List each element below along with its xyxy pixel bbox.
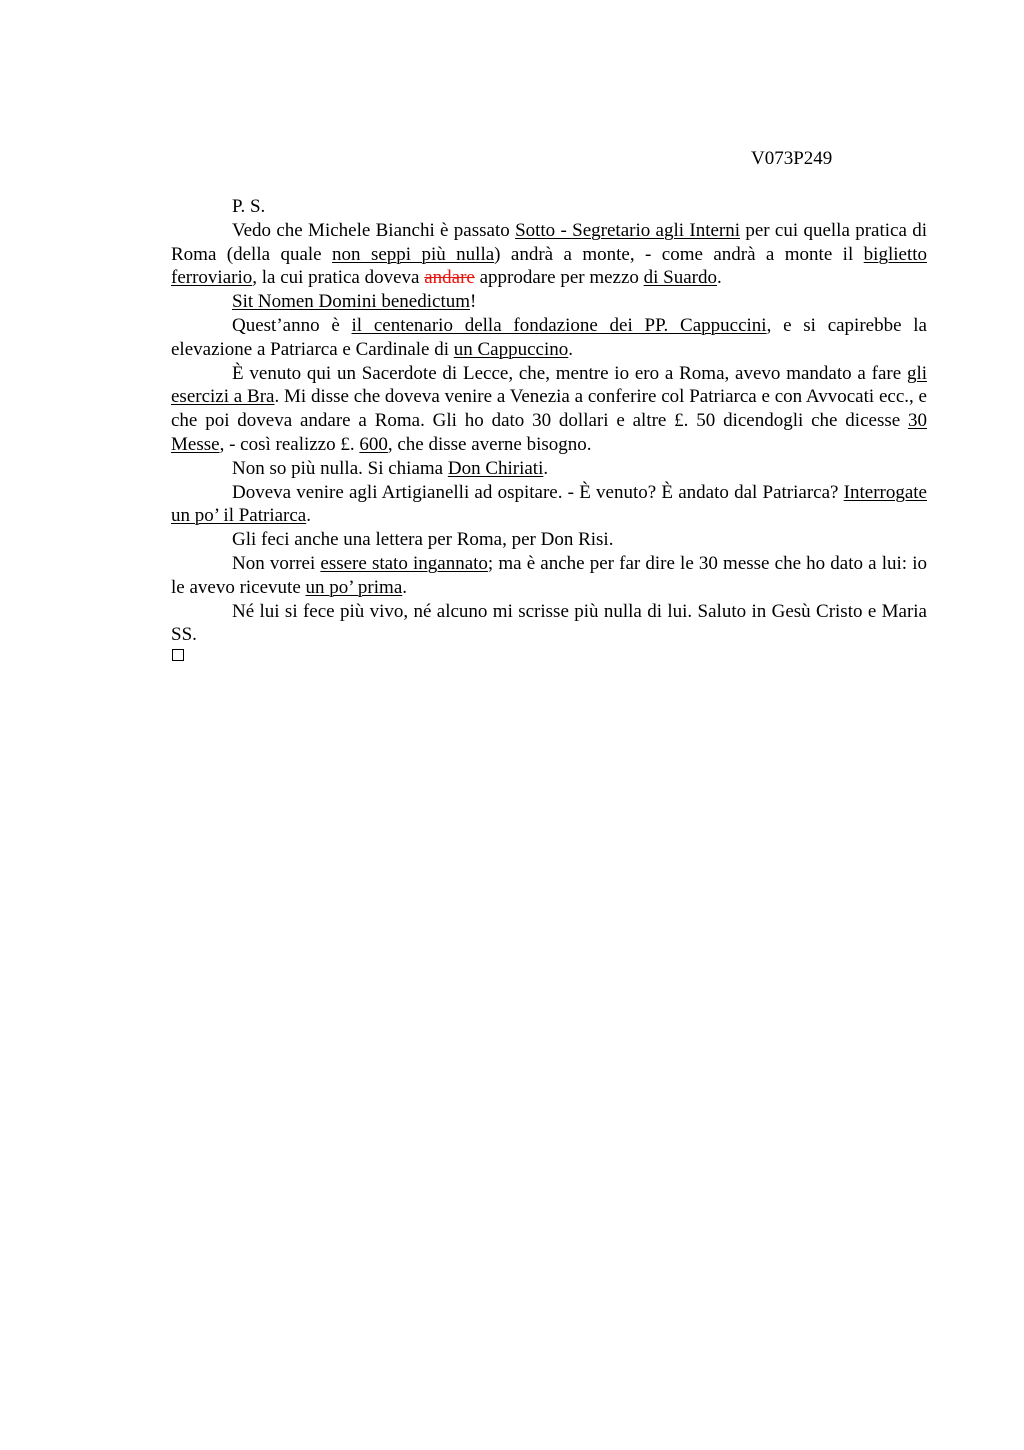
text-run: . Mi disse che doveva venire a Venezia a conferire col Patriarca e con Avvocati ecc., e che poi doveva andare a Roma. Gli ho dato 30 dollari e altre £. 50 dicendogli che dicesse — [171, 386, 927, 432]
paragraph-3 — [171, 314, 927, 362]
text-run: Doveva venire agli Artigianelli ad ospitare. - È venuto? È andato dal Patriarca? — [232, 481, 844, 503]
text-run: . — [717, 267, 722, 289]
text-run: approdare per mezzo — [474, 267, 644, 289]
postscript-label: P. S. — [232, 196, 266, 217]
letter-body — [171, 195, 927, 647]
text-run: . — [306, 505, 311, 527]
text-run: È venuto qui un Sacerdote di Lecce, che, mentre io ero a Roma, avevo mandato a fare — [232, 362, 907, 384]
underlined-phrase: 30 Messe — [171, 410, 927, 455]
struck-deletion: andare — [424, 267, 475, 289]
underlined-phrase: Sit Nomen Domini benedictum — [232, 291, 471, 313]
paragraph-4 — [171, 362, 927, 457]
paragraph-8 — [171, 552, 927, 600]
underlined-phrase: 600 — [359, 433, 388, 455]
text-run: , la cui pratica doveva — [252, 267, 425, 289]
text-run: . — [402, 576, 408, 598]
paragraph-9 — [171, 600, 927, 648]
text-run: . — [568, 338, 574, 360]
text-run: Non vorrei — [232, 552, 321, 574]
text-run: ! — [470, 291, 477, 313]
text-run: per cui quella pratica di Roma (della quale — [171, 219, 927, 265]
text-run: Quest’anno è — [232, 314, 352, 336]
underlined-phrase: essere stato ingannato — [320, 552, 488, 574]
underlined-phrase: non seppi più nulla — [332, 243, 495, 265]
underlined-phrase: Interrogate un po’ il Patriarca — [171, 481, 927, 527]
text-run: , che disse averne bisogno. — [387, 433, 592, 455]
page-reference-id: V073P249 — [751, 148, 833, 169]
underlined-phrase: gli esercizi a Bra — [171, 362, 927, 408]
underlined-phrase: Sotto - Segretario agli Interni — [515, 219, 741, 241]
text-run: Vedo che Michele Bianchi è passato — [232, 219, 516, 241]
underlined-phrase: Don Chiriati — [447, 457, 544, 479]
underlined-phrase: un Cappuccino — [453, 338, 569, 360]
paragraph-6 — [171, 481, 927, 529]
paragraph-7 — [171, 528, 927, 552]
underlined-phrase: un po’ prima — [305, 576, 403, 598]
underlined-phrase: di Suardo — [643, 267, 718, 289]
text-run: ) andrà a monte, - come andrà a monte il — [494, 243, 864, 265]
end-of-text-box-icon — [172, 649, 184, 661]
text-run: . — [543, 457, 549, 479]
underlined-phrase: biglietto ferroviario — [171, 243, 927, 289]
text-run: Non so più nulla. Si chiama — [232, 457, 448, 479]
text-run: ; ma è anche per far dire le 30 messe che ho dato a lui: io le avevo ricevute — [171, 552, 927, 598]
text-run: Gli feci anche una lettera per Roma, per Don Risi. — [232, 529, 614, 551]
paragraph-2 — [171, 290, 927, 314]
text-run: , - così realizzo £. — [219, 433, 360, 455]
text-run: , e si capirebbe la elevazione a Patriarca e Cardinale di — [171, 314, 927, 360]
paragraph-5 — [171, 457, 927, 481]
postscript-heading — [171, 195, 927, 219]
paragraph-1 — [171, 219, 927, 290]
text-run: Né lui si fece più vivo, né alcuno mi scrisse più nulla di lui. Saluto in Gesù Cristo e Maria SS. — [171, 600, 927, 646]
underlined-phrase: il centenario della fondazione dei PP. Cappuccini — [351, 314, 767, 336]
